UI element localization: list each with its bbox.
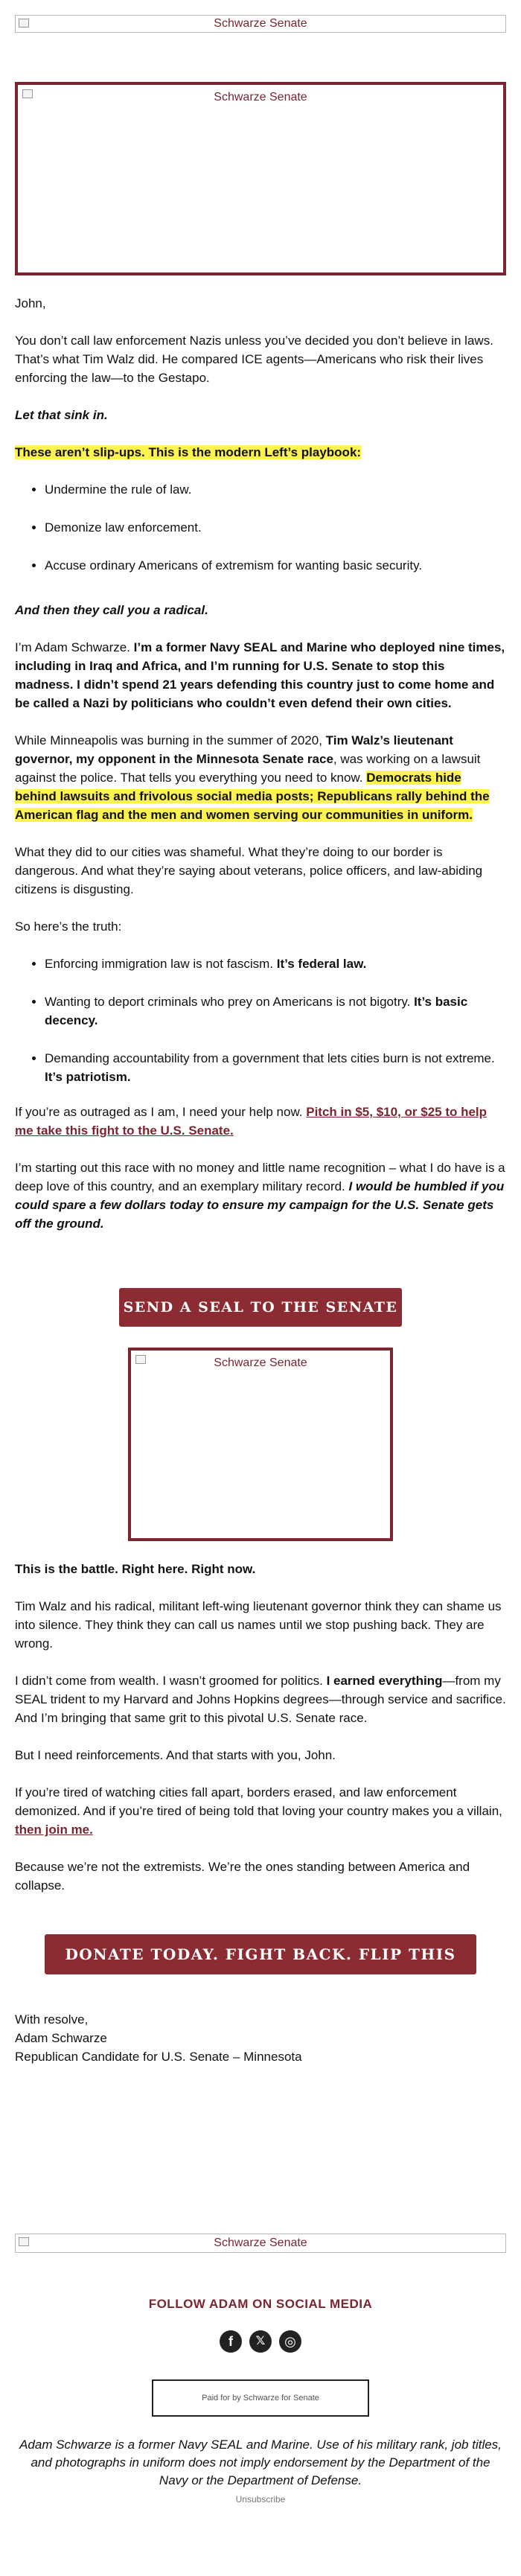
truth-item-text: Wanting to deport criminals who prey on Americans is not bigotry. xyxy=(45,995,415,1009)
join-link[interactable]: then join me. xyxy=(15,1823,93,1837)
candidate-photo-alt: Schwarze Senate xyxy=(214,1356,307,1369)
truth-item-bold: It’s federal law. xyxy=(276,957,367,971)
signoff-line-3: Republican Candidate for U.S. Senate – Minnesota xyxy=(15,2050,302,2064)
minneapolis-text-1: While Minneapolis was burning in the summer of 2020, xyxy=(15,733,326,747)
greeting: John, xyxy=(15,296,46,310)
minneapolis-text-2: , was working on a lawsuit against the police. That tells you everything you need to know. xyxy=(15,752,481,785)
truth-heading: So here’s the truth: xyxy=(15,919,122,934)
minneapolis-highlight: Democrats hide behind lawsuits and frivolous social media posts; Republicans rally behind the American flag and the men and women serving our communities in uniform. xyxy=(15,771,490,822)
header-logo-alt: Schwarze Senate xyxy=(214,17,307,30)
bio-paragraph xyxy=(15,638,506,712)
starting-text: I’m starting out this race with no money and little name recognition – what I do have is a deep love of this country, and an exemplary military record. xyxy=(15,1161,505,1193)
radical-line: And then they call you a radical. xyxy=(15,603,208,617)
footer-logo-image[interactable] xyxy=(15,2234,506,2253)
x-icon[interactable]: 𝕏 xyxy=(249,2330,272,2353)
facebook-icon[interactable]: f xyxy=(220,2330,242,2353)
minneapolis-paragraph xyxy=(15,731,506,824)
list-item xyxy=(45,1049,506,1086)
hero-image-alt: Schwarze Senate xyxy=(214,91,307,103)
list-item: • Demonize law enforcement. xyxy=(45,518,506,537)
list-item xyxy=(45,954,506,973)
not-extremists-paragraph: Because we’re not the extremists. We’re the ones standing between America and collapse. xyxy=(15,1860,470,1893)
truth-list xyxy=(15,954,506,1086)
reinforcements-line: But I need reinforcements. And that starts with you, John. xyxy=(15,1748,336,1762)
battle-line: This is the battle. Right here. Right now. xyxy=(15,1562,256,1576)
signoff-line-2: Adam Schwarze xyxy=(15,2031,107,2045)
truth-item-text: Demanding accountability from a government that lets cities burn is not extreme. xyxy=(45,1051,495,1065)
list-item xyxy=(45,992,506,1030)
signoff-line-1: With resolve, xyxy=(15,2012,89,2027)
sink-in-line: Let that sink in. xyxy=(15,408,108,422)
tired-text: If you’re tired of watching cities fall apart, borders erased, and law enforcement demonized. And if you’re tired of being told that loving your country makes you a villain, xyxy=(15,1785,502,1818)
outraged-text: If you’re as outraged as I am, I need your help now. xyxy=(15,1105,307,1119)
donate-button[interactable]: DONATE TODAY. FIGHT BACK. FLIP THIS SEAT. xyxy=(45,1934,476,1974)
outraged-paragraph xyxy=(15,1103,506,1140)
header-logo-image[interactable] xyxy=(15,15,506,33)
footer-logo-alt: Schwarze Senate xyxy=(214,2237,307,2249)
walz-paragraph: Tim Walz and his radical, militant left-wing lieutenant governor think they can shame us into silence. They think they can call us names until we stop pushing back. They are wrong. xyxy=(15,1599,502,1651)
unsubscribe-link[interactable]: Unsubscribe xyxy=(235,2494,286,2505)
wealth-text-2: —from my SEAL trident to my Harvard and Johns Hopkins degrees—through service and sacrifice. And I’m bringing that same grit to this pivotal U.S. Senate race. xyxy=(15,1674,506,1725)
signoff xyxy=(15,2010,506,2066)
email-body-continued xyxy=(15,1560,506,1895)
minneapolis-bold: Tim Walz’s lieutenant governor, my opponent in the Minnesota Senate race xyxy=(15,733,453,766)
intro-paragraph: You don’t call law enforcement Nazis unless you’ve decided you don’t believe in laws. That’s what Tim Walz did. He compared ICE agents—Americans who risk their lives enforcing the law—to the Gestapo. xyxy=(15,334,493,385)
email-body xyxy=(15,294,506,1233)
wealth-bold: I earned everything xyxy=(326,1674,443,1688)
instagram-icon[interactable]: ◎ xyxy=(279,2330,301,2353)
list-item: • Undermine the rule of law. xyxy=(45,480,506,499)
playbook-list xyxy=(15,480,506,575)
send-seal-button[interactable]: SEND A SEAL TO THE SENATE xyxy=(119,1288,402,1327)
disclaimer: Adam Schwarze is a former Navy SEAL and Marine. Use of his military rank, job titles, and photographs in uniform does not imply endorsement by the Department of the Navy or the Department of Defense. xyxy=(19,2438,502,2487)
truth-item-bold: It’s basic decency. xyxy=(45,995,468,1027)
starting-paragraph xyxy=(15,1158,506,1233)
hero-image xyxy=(15,82,506,275)
playbook-heading xyxy=(15,443,506,462)
truth-item-bold: It’s patriotism. xyxy=(45,1070,131,1084)
candidate-photo xyxy=(128,1348,393,1541)
bio-lead: I’m Adam Schwarze. xyxy=(15,640,134,654)
tired-paragraph xyxy=(15,1783,506,1839)
list-item: • Accuse ordinary Americans of extremism for wanting basic security. xyxy=(45,556,506,575)
playbook-heading-text: These aren’t slip-ups. This is the modern Left’s playbook: xyxy=(15,445,362,459)
follow-heading: FOLLOW ADAM ON SOCIAL MEDIA xyxy=(148,2297,373,2311)
wealth-text: I didn’t come from wealth. I wasn’t groomed for politics. xyxy=(15,1674,327,1688)
shameful-paragraph: What they did to our cities was shameful. What they’re doing to our border is dangerous. And what they’re saying about veterans, police officers, and law-abiding citizens is disgusting. xyxy=(15,845,483,896)
bio-bold: I’m a former Navy SEAL and Marine who deployed nine times, including in Iraq and Africa, and I’m running for U.S. Senate to stop this madness. I didn’t spend 21 years defending this country just to come home and be called a Nazi by politicians who couldn’t even defend their own cities. xyxy=(15,640,505,710)
truth-item-text: Enforcing immigration law is not fascism. xyxy=(45,957,277,971)
wealth-paragraph xyxy=(15,1671,506,1727)
paid-for-box: Paid for by Schwarze for Senate xyxy=(152,2379,369,2417)
donate-link[interactable]: Pitch in $5, $10, or $25 to help me take this fight to the U.S. Senate. xyxy=(15,1105,488,1138)
starting-bold-italic: I would be humbled if you could spare a few dollars today to ensure my campaign for the U.S. Senate gets off the ground. xyxy=(15,1179,505,1231)
